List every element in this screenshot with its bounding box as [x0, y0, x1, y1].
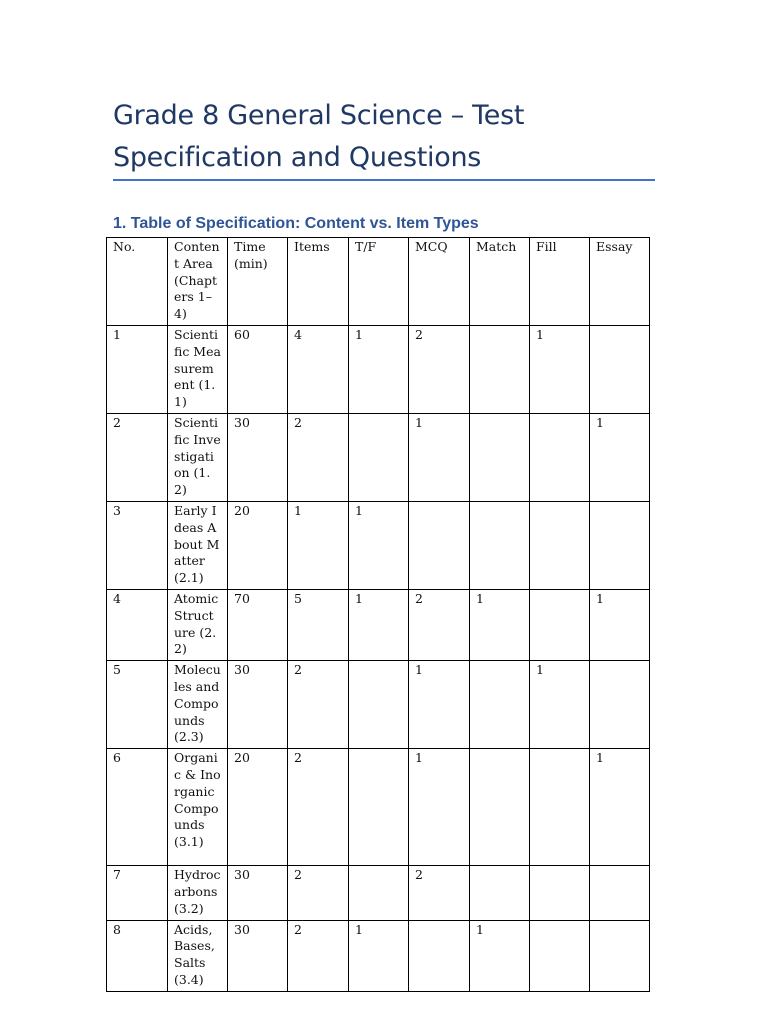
cell-mcq: 2 — [409, 866, 470, 920]
cell-tf: 1 — [349, 920, 409, 991]
cell-items: 2 — [288, 866, 349, 920]
cell-mcq — [409, 501, 470, 589]
header-cell-match: Match — [470, 238, 530, 326]
cell-tf: 1 — [349, 325, 409, 413]
cell-essay — [590, 661, 650, 749]
cell-content-area: Molecules and Compounds (2.3) — [168, 661, 228, 749]
cell-items: 2 — [288, 661, 349, 749]
cell-mcq: 1 — [409, 661, 470, 749]
cell-essay: 1 — [590, 413, 650, 501]
cell-fill — [530, 920, 590, 991]
cell-essay: 1 — [590, 749, 650, 866]
cell-tf: 1 — [349, 589, 409, 660]
cell-content-area: Scientific Measurement (1.1) — [168, 325, 228, 413]
cell-items: 2 — [288, 920, 349, 991]
header-cell-items: Items — [288, 238, 349, 326]
table-row — [107, 866, 650, 920]
cell-time: 70 — [228, 589, 288, 660]
cell-time: 20 — [228, 749, 288, 866]
header-cell-content-area: Content Area (Chapters 1–4) — [168, 238, 228, 326]
table-row — [107, 920, 650, 991]
cell-no: 7 — [107, 866, 168, 920]
cell-mcq: 1 — [409, 413, 470, 501]
title-underline — [113, 179, 655, 181]
cell-match — [470, 866, 530, 920]
cell-fill: 1 — [530, 661, 590, 749]
cell-match — [470, 501, 530, 589]
specification-table — [106, 237, 650, 992]
table-row — [107, 661, 650, 749]
cell-mcq: 2 — [409, 325, 470, 413]
cell-tf — [349, 866, 409, 920]
cell-fill — [530, 866, 590, 920]
header-cell-fill: Fill — [530, 238, 590, 326]
cell-fill — [530, 749, 590, 866]
cell-no: 1 — [107, 325, 168, 413]
document-title: Grade 8 General Science – Test Specification and Questions — [113, 100, 525, 173]
table-row — [107, 749, 650, 866]
cell-content-area: Scientific Investigation (1.2) — [168, 413, 228, 501]
cell-content-area: Acids, Bases, Salts (3.4) — [168, 920, 228, 991]
cell-items: 5 — [288, 589, 349, 660]
cell-fill — [530, 589, 590, 660]
cell-time: 30 — [228, 866, 288, 920]
cell-time: 30 — [228, 413, 288, 501]
cell-mcq — [409, 920, 470, 991]
cell-time: 60 — [228, 325, 288, 413]
table-header-row — [107, 238, 650, 326]
cell-tf — [349, 413, 409, 501]
header-cell-time: Time (min) — [228, 238, 288, 326]
cell-time: 30 — [228, 661, 288, 749]
cell-tf — [349, 749, 409, 866]
cell-match — [470, 749, 530, 866]
cell-no: 8 — [107, 920, 168, 991]
cell-tf: 1 — [349, 501, 409, 589]
cell-mcq: 2 — [409, 589, 470, 660]
cell-essay — [590, 501, 650, 589]
cell-items: 2 — [288, 413, 349, 501]
cell-match — [470, 661, 530, 749]
cell-essay — [590, 920, 650, 991]
cell-content-area: Organic & Inorganic Compounds (3.1) — [168, 749, 228, 866]
cell-essay — [590, 325, 650, 413]
cell-essay — [590, 866, 650, 920]
table-row — [107, 413, 650, 501]
cell-content-area: Atomic Structure (2.2) — [168, 589, 228, 660]
header-cell-essay: Essay — [590, 238, 650, 326]
cell-content-area: Early Ideas About Matter (2.1) — [168, 501, 228, 589]
cell-no: 6 — [107, 749, 168, 866]
cell-fill — [530, 501, 590, 589]
cell-match — [470, 325, 530, 413]
section-heading: 1. Table of Specification: Content vs. Item Types — [113, 215, 479, 232]
cell-tf — [349, 661, 409, 749]
cell-items: 2 — [288, 749, 349, 866]
cell-match — [470, 413, 530, 501]
cell-match: 1 — [470, 589, 530, 660]
cell-mcq: 1 — [409, 749, 470, 866]
cell-match: 1 — [470, 920, 530, 991]
table-row — [107, 589, 650, 660]
cell-fill: 1 — [530, 325, 590, 413]
cell-items: 4 — [288, 325, 349, 413]
cell-no: 3 — [107, 501, 168, 589]
cell-items: 1 — [288, 501, 349, 589]
header-cell-tf: T/F — [349, 238, 409, 326]
header-cell-mcq: MCQ — [409, 238, 470, 326]
header-cell-no: No. — [107, 238, 168, 326]
cell-no: 4 — [107, 589, 168, 660]
cell-content-area: Hydrocarbons (3.2) — [168, 866, 228, 920]
cell-fill — [530, 413, 590, 501]
table-row — [107, 325, 650, 413]
cell-no: 2 — [107, 413, 168, 501]
cell-essay: 1 — [590, 589, 650, 660]
cell-time: 30 — [228, 920, 288, 991]
cell-time: 20 — [228, 501, 288, 589]
table-row — [107, 501, 650, 589]
cell-no: 5 — [107, 661, 168, 749]
